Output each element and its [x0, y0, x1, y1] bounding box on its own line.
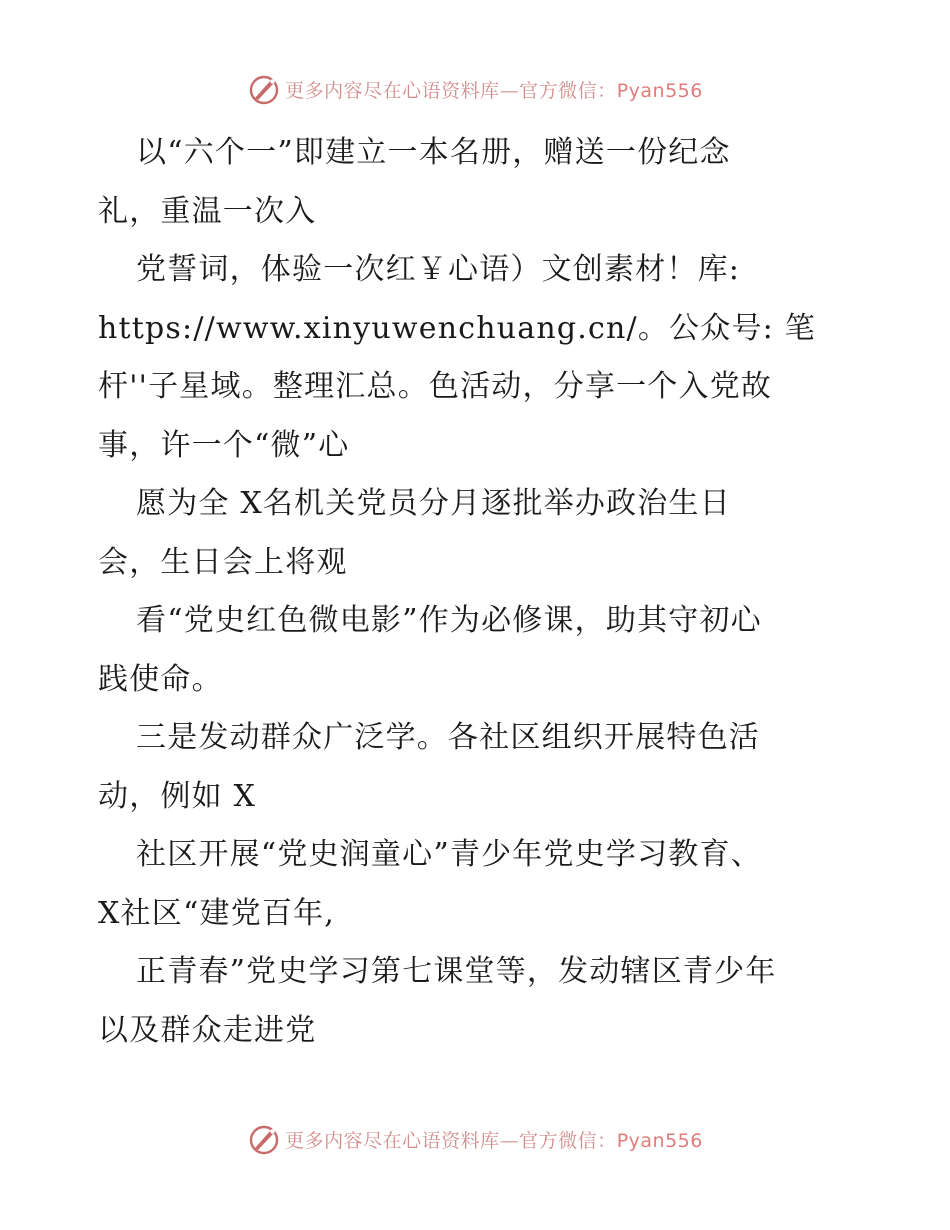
wechat-id: Pyan556 — [616, 1129, 703, 1152]
text-line: 正青春”党史学习第七课堂等，发动辖区青少年 — [136, 954, 777, 989]
text-line: 礼，重温一次入 — [98, 193, 317, 229]
text-line: 事，许一个“微”心 — [98, 427, 350, 463]
text-line: 动，例如 X — [98, 778, 257, 814]
text-line: X社区“建党百年, — [98, 895, 336, 931]
text-line: 社区开展“党史润童心”青少年党史学习教育、 — [136, 837, 762, 872]
document-body — [98, 124, 858, 1060]
text-line: 会，生日会上将观 — [98, 544, 348, 580]
wechat-id: Pyan556 — [616, 79, 703, 102]
text-line: 以及群众走进党 — [98, 1012, 317, 1048]
text-line: 杆''子星域。整理汇总。色活动，分享一个入党故 — [98, 369, 773, 404]
pen-logo-icon — [247, 1122, 281, 1156]
watermark-text: 更多内容尽在心语资料库—官方微信：Pyan556 — [285, 79, 703, 102]
footer-watermark — [0, 1122, 950, 1156]
text-line: 愿为全 X名机关党员分月逐批举办政治生日 — [136, 486, 731, 521]
text-line: 看“党史红色微电影”作为必修课，助其守初心 — [136, 603, 762, 638]
watermark-text: 更多内容尽在心语资料库—官方微信：Pyan556 — [285, 1129, 703, 1152]
text-line: 以“六个一”即建立一本名册，赠送一份纪念 — [136, 135, 731, 170]
pen-logo-icon — [247, 72, 281, 106]
text-line: 践使命。 — [98, 661, 223, 697]
text-line: 党誓词，体验一次红￥心语）文创素材！库: — [136, 252, 741, 287]
text-line: 三是发动群众广泛学。各社区组织开展特色活 — [136, 720, 760, 755]
text-line: https://www.xinyuwenchuang.cn/。公众号: 笔 — [98, 310, 816, 346]
header-watermark — [0, 72, 950, 106]
